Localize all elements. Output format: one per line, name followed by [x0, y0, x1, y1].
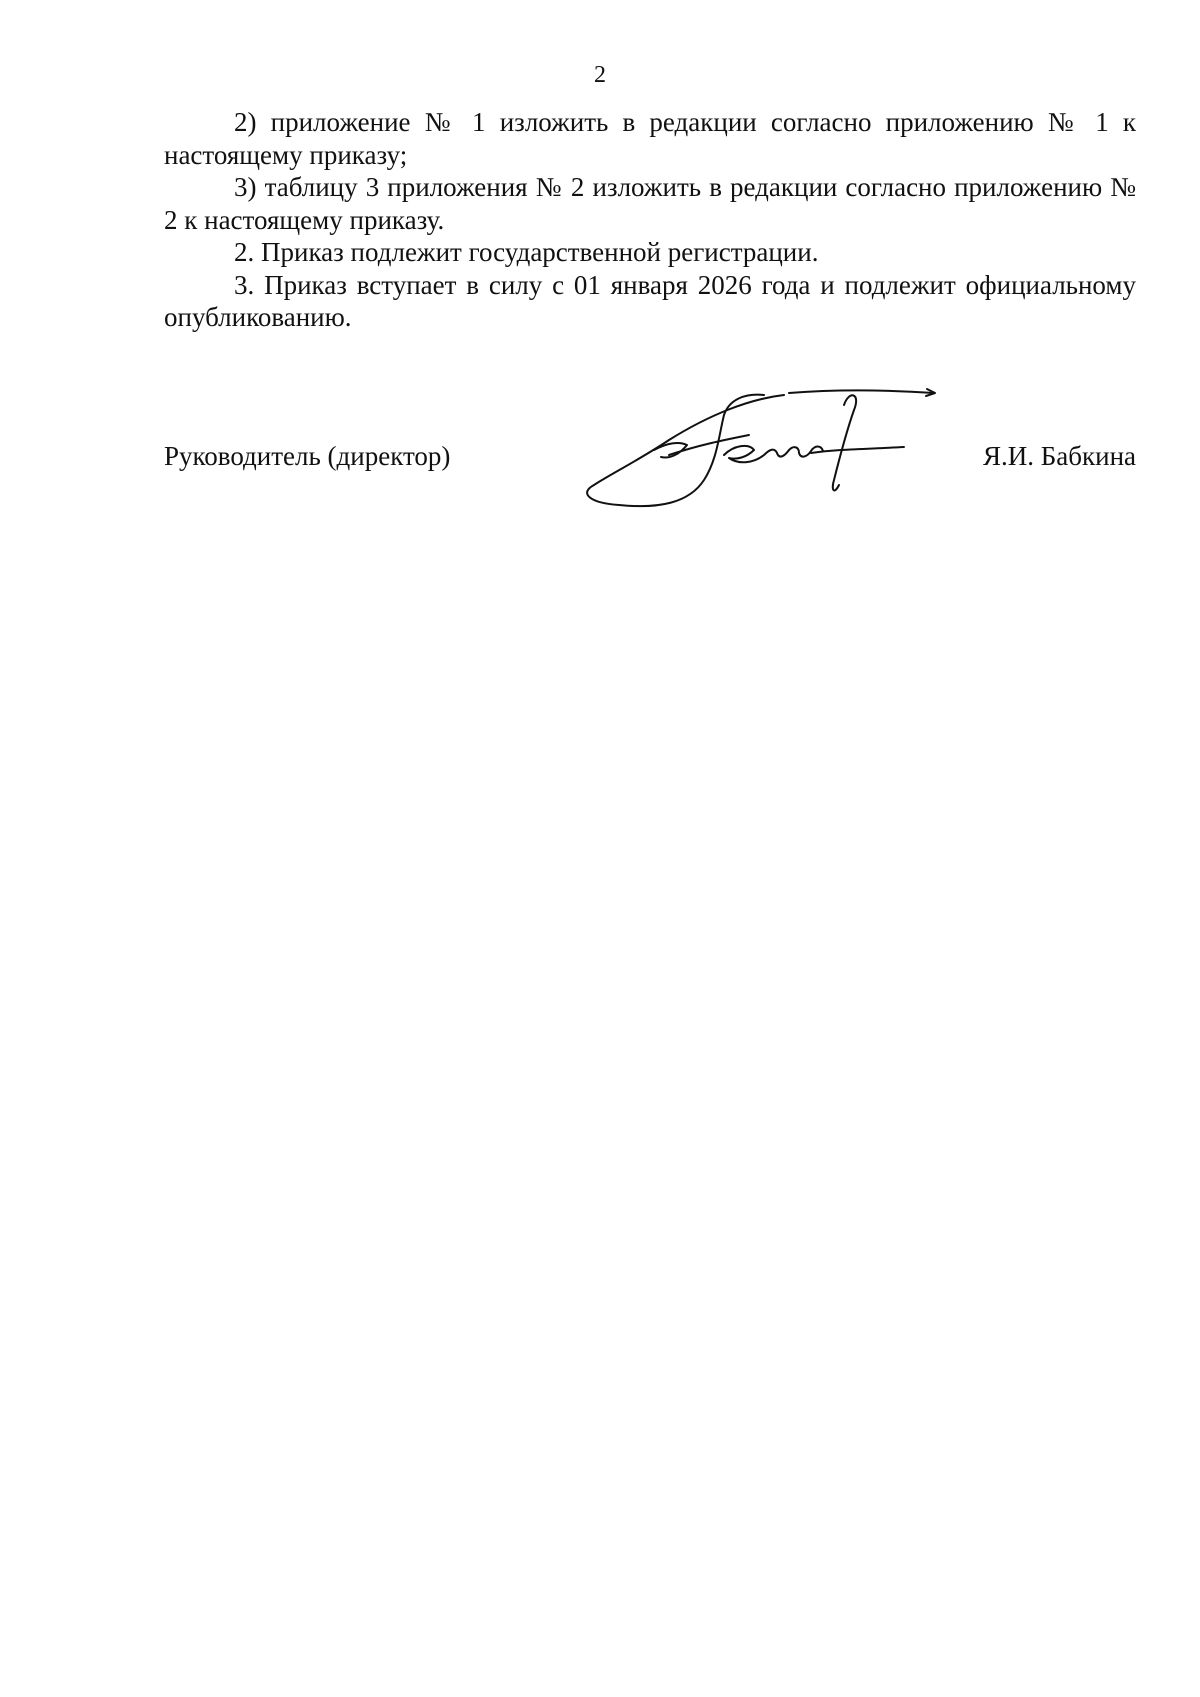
document-body	[164, 106, 1136, 334]
paragraph-item-2: 2) приложение № 1 изложить в редакции согласно приложению № 1 к настоящему приказу;	[164, 107, 1136, 170]
page-number: 2	[594, 62, 606, 88]
paragraph-effective-date: 3. Приказ вступает в силу с 01 января 2026 года и подлежит официальному опубликованию.	[164, 269, 1136, 332]
handwritten-signature	[549, 385, 949, 515]
signer-name: Я.И. Бабкина	[983, 441, 1136, 471]
signature-block	[164, 385, 1136, 515]
signer-position: Руководитель (директор)	[164, 441, 451, 471]
paragraph-registration: 2. Приказ подлежит государственной регистрации.	[234, 237, 819, 267]
paragraph-item-3: 3) таблицу 3 приложения № 2 изложить в редакции согласно приложению № 2 к настоящему приказу.	[164, 172, 1136, 235]
